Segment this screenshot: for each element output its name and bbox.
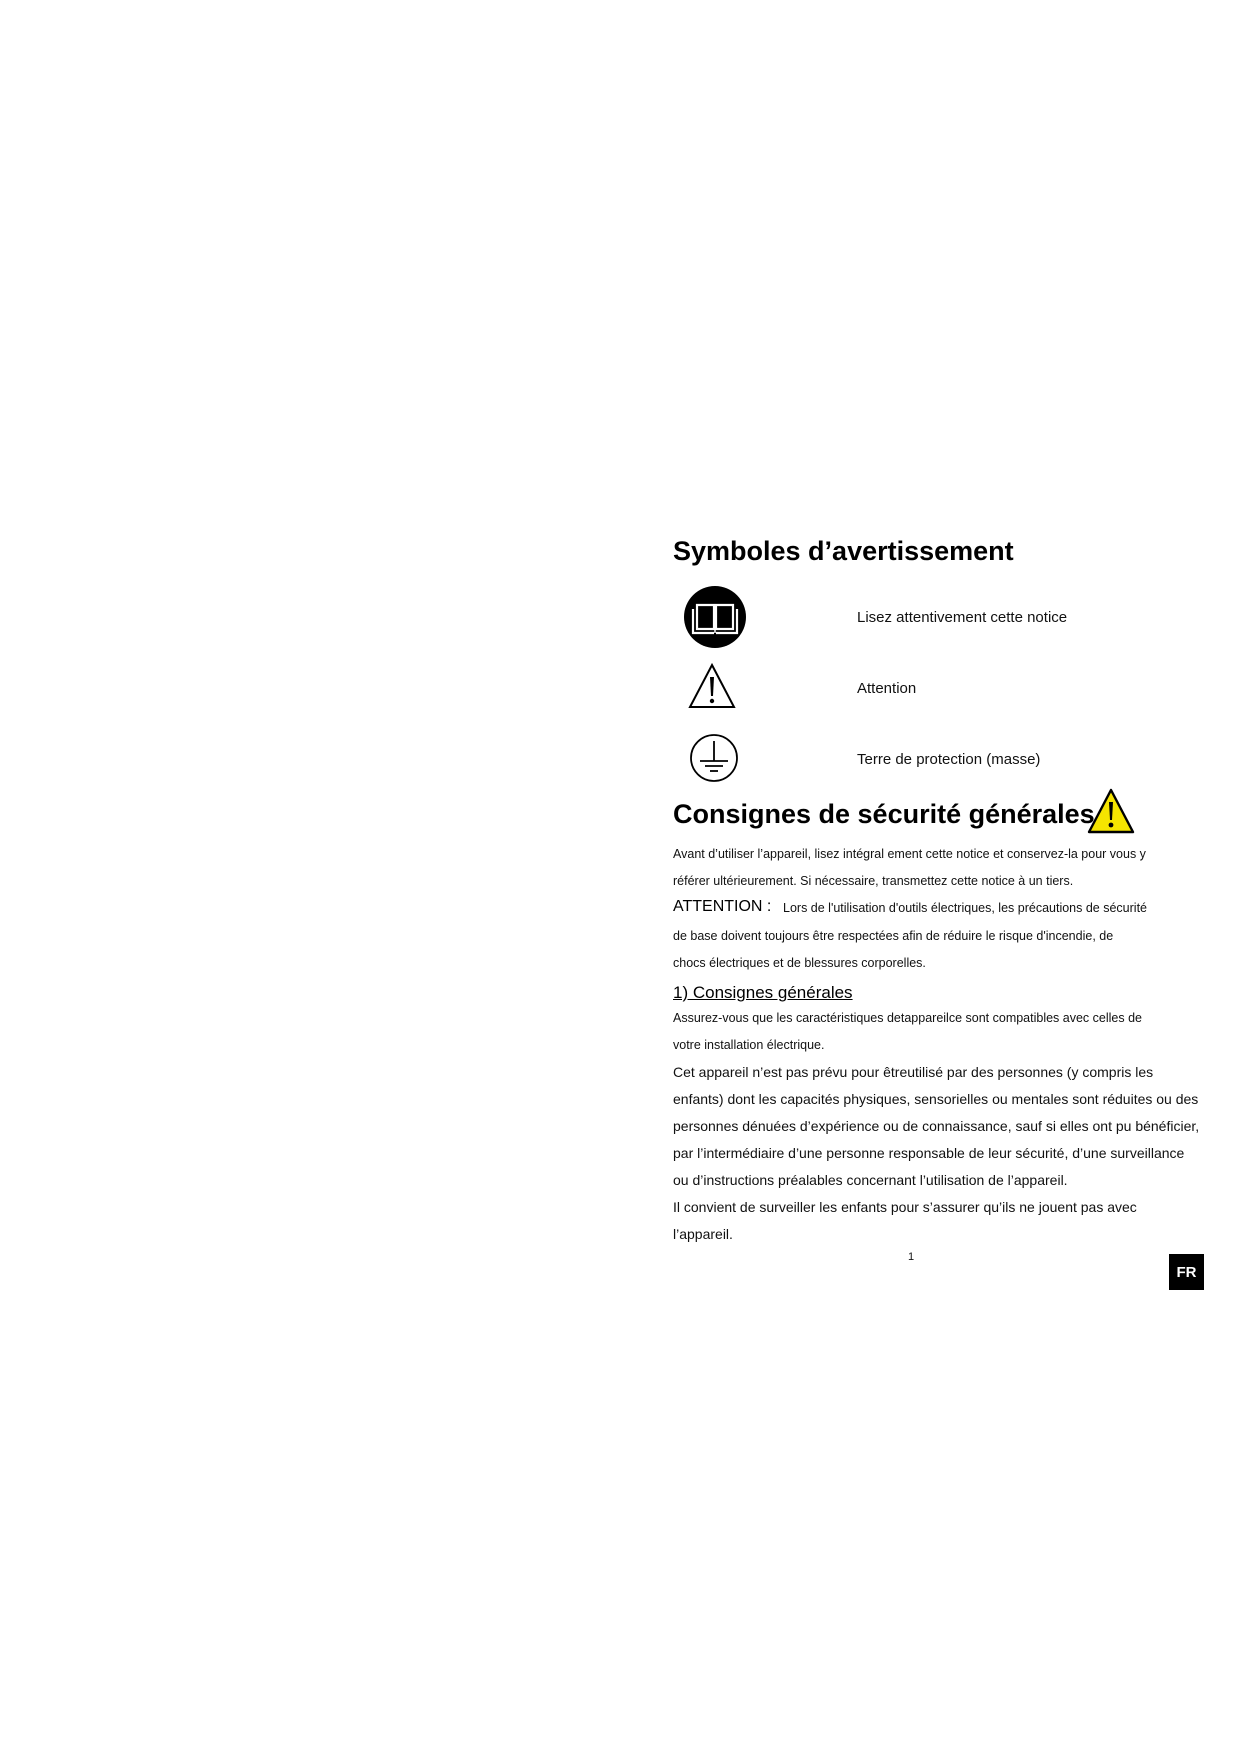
subsection-title: 1) Consignes générales: [673, 983, 853, 1002]
para2-line-6: Il convient de surveiller les enfants pour s’assurer qu’ils ne jouent pas avec: [673, 1199, 1137, 1215]
section-title-general-safety: Consignes de sécurité générales: [673, 799, 1095, 829]
para2-line-5: ou d’instructions préalables concernant l’utilisation de l’appareil.: [673, 1172, 1068, 1188]
para2-line-3: personnes dénuées d’expérience ou de connaissance, sauf si elles ont pu bénéficier,: [673, 1118, 1200, 1134]
attention-line-2: de base doivent toujours être respectées afin de réduire le risque d'incendie, de: [673, 929, 1114, 943]
para2-line-1: Cet appareil n’est pas prévu pour êtreutilisé par des personnes (y compris les: [673, 1064, 1154, 1080]
section-title-warning-symbols: Symboles d’avertissement: [673, 536, 1014, 566]
para2-line-7: l’appareil.: [673, 1226, 733, 1242]
symbol-label-read-manual: Lisez attentivement cette notice: [857, 609, 1068, 626]
attention-line-1: Lors de l'utilisation d'outils électriques, les précautions de sécurité: [783, 901, 1147, 915]
para2-line-2: enfants) dont les capacités physiques, sensorielles ou mentales sont réduites ou des: [673, 1091, 1199, 1107]
para2-line-4: par l’intermédiaire d’une personne responsable de leur sécurité, d’une surveillance: [673, 1145, 1185, 1161]
warning-yellow-triangle-icon: [1087, 788, 1135, 834]
para1-line-2: votre installation électrique.: [673, 1038, 825, 1052]
para1-line-1: Assurez-vous que les caractéristiques detappareilce sont compatibles avec celles de: [673, 1011, 1142, 1025]
page-number: 1: [908, 1251, 915, 1263]
intro-line-2: référer ultérieurement. Si nécessaire, transmettez cette notice à un tiers.: [673, 874, 1074, 888]
warning-triangle-icon: [688, 662, 736, 710]
attention-line-3: chocs électriques et de blessures corporelles.: [673, 956, 926, 970]
intro-line-1: Avant d’utiliser l’appareil, lisez intégral ement cette notice et conservez-la pour vous y: [673, 847, 1146, 861]
attention-label: ATTENTION :: [673, 898, 772, 915]
symbol-label-attention: Attention: [857, 680, 917, 697]
protective-earth-icon: [689, 733, 739, 783]
language-tab: FR: [1169, 1254, 1204, 1290]
book-icon: [683, 585, 747, 649]
symbol-label-protective-earth: Terre de protection (masse): [857, 751, 1041, 768]
